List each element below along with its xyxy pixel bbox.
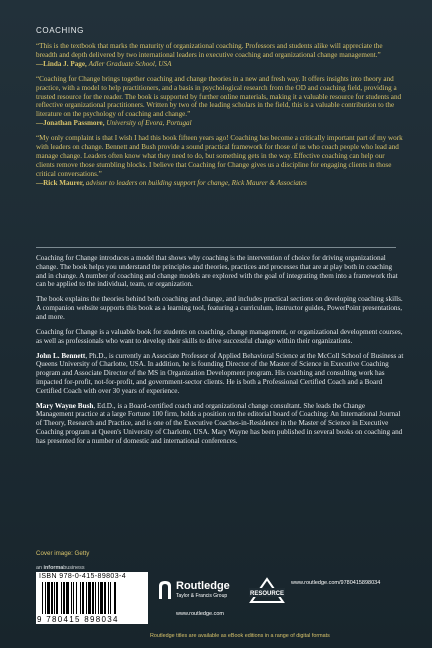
bio-text: , Ed.D., is a Board-certified coach and organizational change consultant. She leads the Change Management practice at a large Fortune 100 firm, holds a position on the editorial board of Coaching: An International Journal of Theory, Research and Practice, and is one of the Executive Coaches-in-Residence in the Master of Science in Executive Coaching program at Queen's University of Charlotte, USA. Mary Wayne has been published in several books on coaching and has presented for a number of domestic and international conferences. — [36, 401, 403, 445]
resource-badge-icon — [247, 576, 287, 606]
barcode — [36, 572, 148, 624]
quote-affiliation: University of Evora, Portugal — [106, 119, 192, 128]
cover-credit: Cover image: Getty — [36, 550, 90, 557]
routledge-url: www.routledge.com — [176, 611, 224, 617]
barcode-bar — [66, 582, 69, 614]
quote-author: —Linda J. Page, — [36, 59, 87, 68]
barcode-bar — [82, 582, 84, 614]
author-bio — [36, 352, 404, 396]
barcode-bars — [42, 582, 142, 614]
barcode-bar — [104, 582, 106, 614]
quote-text: “This is the textbook that marks the maturity of organizational coaching. Professors and students alike will appreciate the breadth and depth delivered by two international leaders in executive coaching and organizational change management.” — [36, 42, 383, 59]
barcode-bar — [86, 582, 87, 614]
publisher-suffix: business — [63, 565, 85, 571]
category-label: COACHING — [36, 26, 84, 35]
barcode-bar — [76, 582, 77, 614]
description-paragraph: Coaching for Change is a valuable book for students on coaching, change management, or organizational development courses, as well as professionals who want to develop their skills to drive successful change within their organizations. — [36, 327, 403, 345]
author-bio — [36, 402, 404, 446]
barcode-bar — [92, 582, 94, 614]
barcode-bar — [108, 582, 109, 614]
barcode-bar — [61, 582, 62, 614]
barcode-bar — [54, 582, 55, 614]
ebook-note: Routledge titles are available as eBook editions in a range of digital formats — [150, 633, 330, 639]
publisher-line — [36, 565, 85, 571]
barcode-bar — [80, 582, 81, 614]
barcode-bar — [114, 582, 116, 614]
quote-affiliation: advisor to leaders on building support for change, Rick Maurer & Associates — [85, 178, 307, 187]
barcode-bar — [56, 582, 58, 614]
description-paragraph: The book explains the theories behind both coaching and change, and includes practical sections on developing coaching skills. A companion website supports this book as a learning tool, featuring a curriculum, instructor guides, PowerPoint presentations, and more. — [36, 295, 403, 321]
quote-author: —Rick Maurer, — [36, 178, 84, 187]
publisher-prefix: an — [36, 565, 42, 571]
quote-text: “Coaching for Change brings together coaching and change theories in a new and fresh way. It offers insights into theory and practice, with a model to help practitioners, and a basis in psychological research from the OD and coaching field, providing a trusted resource for the reader. The book is supported by further online materials, making it a valuable resource for students and reflective organizational practitioners. Written by two of the leading scholars in the field, this is a valuable contribution to the literature on the psychology of coaching and change.” — [36, 74, 402, 119]
barcode-bar — [98, 582, 99, 614]
barcode-bar — [100, 582, 103, 614]
endorsement — [36, 75, 404, 128]
author-name: John L. Bennett — [36, 351, 86, 360]
barcode-bar — [63, 582, 65, 614]
quote-affiliation: Adler Graduate School, USA — [88, 59, 172, 68]
barcode-bar — [71, 582, 72, 614]
divider — [36, 247, 396, 248]
description — [36, 254, 404, 452]
barcode-bar — [110, 582, 111, 614]
isbn-digits: 9 780415 898034 — [37, 615, 119, 624]
isbn-label: ISBN 978-0-415-89803-4 — [39, 573, 127, 580]
description-paragraph: Coaching for Change introduces a model that shows why coaching is the intervention of choice for driving organizational change. The book helps you understand the principles and theories, practices and processes that are at play both in coaching and in change. A number of coaching and change models are explored with the goal of integrating them into a framework that can be applied to the individual, team, or organization. — [36, 254, 398, 289]
quote-text: “My only complaint is that I wish I had this book fifteen years ago! Coaching has become a critically important part of my work with leaders on change. Bennett and Bush provide a sound practical framework for those of us who coach people who lead and manage change. Leaders often know what they need to do, but something gets in the way. Effective coaching can help our clients remove those stumbling blocks. I believe that Coaching for Change gives us a discipline for engaging clients in those critical conversations.” — [36, 134, 403, 178]
endorsement — [36, 134, 404, 187]
resource-url: www.routledge.com/9780415898034 — [291, 580, 381, 586]
author-name: Mary Wayne Bush — [36, 401, 94, 410]
quote-author: —Jonathan Passmore, — [36, 119, 105, 128]
barcode-bar — [42, 582, 43, 614]
endorsements — [36, 42, 404, 194]
barcode-bar — [51, 582, 53, 614]
publisher-brand: informa — [43, 565, 64, 571]
barcode-bar — [95, 582, 96, 614]
barcode-bar — [88, 582, 91, 614]
bio-text: , Ph.D., is currently an Associate Professor of Applied Behavioral Science at the McColl School of Business at Queens University of Charlotte, USA. In addition, he is founding Director of the Master of Science in Executive Coaching program and Associate Director of the MS in Organization Development program. His coaching and consulting work has impacted for-profit, not-for-profit, and government-sector clients. He is both a Professional Certified Coach and a Board Certified Coach with over 30 years of experience. — [36, 351, 404, 395]
barcode-bar — [45, 582, 46, 614]
routledge-mark-icon — [156, 580, 174, 600]
routledge-logo — [156, 580, 230, 605]
barcode-bar — [47, 582, 50, 614]
logo-subtitle: Taylor & Francis Group — [176, 593, 228, 599]
barcode-bar — [73, 582, 74, 614]
resource-badge-text: RESOURCE — [249, 591, 285, 597]
endorsement — [36, 42, 404, 69]
logo-name: Routledge — [176, 580, 230, 592]
